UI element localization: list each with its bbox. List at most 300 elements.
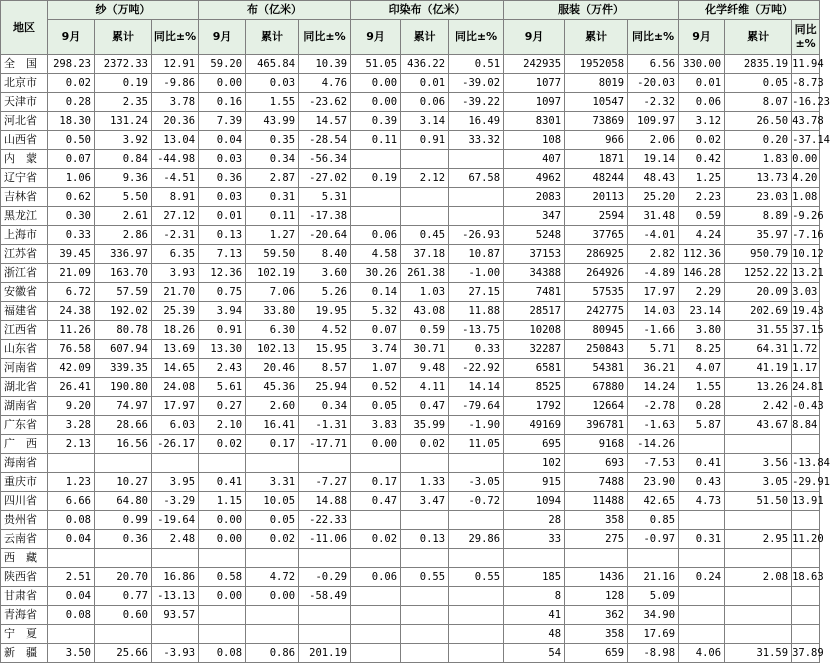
value-cell: 14.65 [152,359,199,378]
value-cell: 80.78 [95,321,152,340]
table-row [1,530,820,549]
value-cell: 0.47 [351,492,401,511]
value-cell: 2.08 [725,568,792,587]
value-cell [792,511,820,530]
value-cell: 0.00 [199,530,246,549]
value-cell: 31.59 [725,644,792,663]
table-row [1,359,820,378]
table-row [1,549,820,568]
value-cell: 19.95 [299,302,351,321]
value-cell: 0.91 [199,321,246,340]
value-cell: -4.01 [628,226,679,245]
value-cell: 10547 [565,93,628,112]
value-cell: 0.02 [246,530,299,549]
value-cell: 192.02 [95,302,152,321]
value-cell [152,454,199,473]
table-row [1,492,820,511]
value-cell: 3.12 [679,112,725,131]
value-cell: -7.27 [299,473,351,492]
value-cell: 1077 [504,74,565,93]
value-cell: 51.05 [351,55,401,74]
value-cell: 11.05 [449,435,504,454]
value-cell: 43.08 [401,302,449,321]
value-cell: 25.66 [95,644,152,663]
value-cell [725,587,792,606]
value-cell: -9.26 [792,207,820,226]
value-cell: 1.03 [401,283,449,302]
value-cell: 73869 [565,112,628,131]
value-cell: 4.07 [679,359,725,378]
value-cell: 6.30 [246,321,299,340]
region-cell: 云南省 [1,530,48,549]
value-cell: 59.20 [199,55,246,74]
value-cell: 2.10 [199,416,246,435]
table-row [1,74,820,93]
region-cell: 山西省 [1,131,48,150]
table-row [1,587,820,606]
value-cell [299,625,351,644]
value-cell: 3.05 [725,473,792,492]
value-cell: -39.22 [449,93,504,112]
value-cell [401,511,449,530]
value-cell: 8525 [504,378,565,397]
table-body [1,55,830,663]
value-cell: 261.38 [401,264,449,283]
value-cell: 11488 [565,492,628,511]
value-cell: 5.31 [299,188,351,207]
region-cell: 湖北省 [1,378,48,397]
value-cell: 15.95 [299,340,351,359]
value-cell: 7488 [565,473,628,492]
value-cell: 0.59 [401,321,449,340]
value-cell: 57535 [565,283,628,302]
value-cell: 1252.22 [725,264,792,283]
value-cell: 146.28 [679,264,725,283]
value-cell: 11.20 [792,530,820,549]
value-cell: 35.99 [401,416,449,435]
table-row [1,131,820,150]
value-cell: 0.31 [679,530,725,549]
value-cell: 6.35 [152,245,199,264]
value-cell: 242775 [565,302,628,321]
value-cell: 396781 [565,416,628,435]
value-cell [679,549,725,568]
value-cell: 1097 [504,93,565,112]
value-cell: 0.04 [48,530,95,549]
value-cell: 2594 [565,207,628,226]
value-cell: 14.57 [299,112,351,131]
value-cell: 48.43 [628,169,679,188]
value-cell: 0.36 [95,530,152,549]
value-cell: 13.91 [792,492,820,511]
value-cell: 950.79 [725,245,792,264]
value-cell: 0.01 [679,74,725,93]
value-cell: 10.87 [449,245,504,264]
value-cell: 16.86 [152,568,199,587]
value-cell: 0.00 [351,93,401,112]
value-cell: 3.95 [152,473,199,492]
value-cell: 43.78 [792,112,820,131]
value-cell: -44.98 [152,150,199,169]
value-cell: 0.08 [48,511,95,530]
table-row [1,606,820,625]
value-cell: 25.39 [152,302,199,321]
value-cell: 190.80 [95,378,152,397]
value-cell: 2.23 [679,188,725,207]
table-row [1,473,820,492]
value-cell: 2.43 [199,359,246,378]
value-cell: 3.78 [152,93,199,112]
value-cell: 0.34 [246,150,299,169]
value-cell: 37.18 [401,245,449,264]
value-cell: 49169 [504,416,565,435]
value-cell: 10.39 [299,55,351,74]
region-cell: 天津市 [1,93,48,112]
value-cell [152,625,199,644]
value-cell: 16.56 [95,435,152,454]
value-cell: 33.32 [449,131,504,150]
value-cell: 250843 [565,340,628,359]
value-cell: 6.72 [48,283,95,302]
value-cell: -22.33 [299,511,351,530]
value-cell: 25.94 [299,378,351,397]
value-cell [449,625,504,644]
value-cell: -2.31 [152,226,199,245]
value-cell: 4.06 [679,644,725,663]
value-cell: 264926 [565,264,628,283]
sub-header-month: 9月 [48,20,95,55]
value-cell [725,625,792,644]
value-cell: 8.07 [725,93,792,112]
value-cell [351,606,401,625]
value-cell: 112.36 [679,245,725,264]
value-cell: 93.57 [152,606,199,625]
value-cell: -19.64 [152,511,199,530]
value-cell: -23.62 [299,93,351,112]
value-cell: 25.20 [628,188,679,207]
sub-header-yoy: 同比±% [152,20,199,55]
group-header-cloth: 布（亿米） [199,1,351,20]
value-cell [199,454,246,473]
value-cell: 37.15 [792,321,820,340]
value-cell [351,188,401,207]
value-cell: 275 [565,530,628,549]
value-cell: 0.01 [401,74,449,93]
value-cell: 30.26 [351,264,401,283]
sub-header-cumulative: 累计 [246,20,299,55]
value-cell [725,435,792,454]
value-cell: 20.36 [152,112,199,131]
value-cell: 14.88 [299,492,351,511]
value-cell: 4.73 [679,492,725,511]
value-cell: 0.27 [199,397,246,416]
sub-header-month: 9月 [504,20,565,55]
value-cell: -26.93 [449,226,504,245]
region-cell: 内 蒙 [1,150,48,169]
value-cell: 607.94 [95,340,152,359]
value-cell: -7.53 [628,454,679,473]
value-cell: 0.99 [95,511,152,530]
value-cell: 3.47 [401,492,449,511]
value-cell: 28.66 [95,416,152,435]
value-cell: 8.84 [792,416,820,435]
region-cell: 海南省 [1,454,48,473]
value-cell: -3.93 [152,644,199,663]
sub-header-cumulative: 累计 [565,20,628,55]
value-cell: 362 [565,606,628,625]
value-cell [449,150,504,169]
value-cell [199,606,246,625]
value-cell: 9.48 [401,359,449,378]
region-cell: 全 国 [1,55,48,74]
value-cell: 915 [504,473,565,492]
value-cell: -2.78 [628,397,679,416]
value-cell: 67880 [565,378,628,397]
value-cell: 0.28 [48,93,95,112]
value-cell: 202.69 [725,302,792,321]
value-cell: 0.06 [351,568,401,587]
value-cell: 0.58 [199,568,246,587]
value-cell: 347 [504,207,565,226]
value-cell: 18.30 [48,112,95,131]
value-cell: 12664 [565,397,628,416]
value-cell: 2.95 [725,530,792,549]
value-cell: 6.03 [152,416,199,435]
value-cell: 64.80 [95,492,152,511]
table-row [1,454,820,473]
value-cell: 14.14 [449,378,504,397]
value-cell: 20.46 [246,359,299,378]
table-row [1,150,820,169]
value-cell: 108 [504,131,565,150]
value-cell [449,511,504,530]
value-cell: 0.91 [401,131,449,150]
value-cell [679,587,725,606]
value-cell [299,606,351,625]
value-cell: 17.97 [628,283,679,302]
region-cell: 江苏省 [1,245,48,264]
value-cell: 1.55 [679,378,725,397]
value-cell: 3.93 [152,264,199,283]
table-row [1,169,820,188]
value-cell: 3.28 [48,416,95,435]
value-cell: 0.14 [351,283,401,302]
value-cell: -1.00 [449,264,504,283]
value-cell: -9.86 [152,74,199,93]
value-cell [449,549,504,568]
value-cell: 102 [504,454,565,473]
value-cell: -0.43 [792,397,820,416]
value-cell: 27.15 [449,283,504,302]
table-row [1,302,820,321]
value-cell: -29.91 [792,473,820,492]
value-cell: 3.74 [351,340,401,359]
value-cell [401,188,449,207]
value-cell: 2.42 [725,397,792,416]
value-cell [351,625,401,644]
region-cell: 广 西 [1,435,48,454]
value-cell: 0.19 [95,74,152,93]
region-cell: 福建省 [1,302,48,321]
value-cell: -17.71 [299,435,351,454]
value-cell: -7.16 [792,226,820,245]
value-cell: 31.48 [628,207,679,226]
value-cell: 1.15 [199,492,246,511]
sub-header-month: 9月 [199,20,246,55]
value-cell: 1094 [504,492,565,511]
value-cell: 3.56 [725,454,792,473]
region-cell: 青海省 [1,606,48,625]
value-cell: 2.29 [679,283,725,302]
value-cell: 11.94 [792,55,820,74]
region-cell: 吉林省 [1,188,48,207]
table-row [1,625,820,644]
value-cell: 0.62 [48,188,95,207]
value-cell: -16.23 [792,93,820,112]
value-cell: -3.05 [449,473,504,492]
value-cell: 0.60 [95,606,152,625]
value-cell: 298.23 [48,55,95,74]
value-cell: -20.03 [628,74,679,93]
table-row [1,93,820,112]
value-cell: 42.09 [48,359,95,378]
value-cell: 693 [565,454,628,473]
value-cell: 8.89 [725,207,792,226]
value-cell: 5.50 [95,188,152,207]
value-cell: 20.09 [725,283,792,302]
value-cell: -26.17 [152,435,199,454]
value-cell [679,625,725,644]
value-cell: 0.85 [628,511,679,530]
region-cell: 上海市 [1,226,48,245]
value-cell: 966 [565,131,628,150]
value-cell: 5.09 [628,587,679,606]
value-cell: 19.14 [628,150,679,169]
value-cell: 33 [504,530,565,549]
value-cell: 436.22 [401,55,449,74]
value-cell: 51.50 [725,492,792,511]
value-cell: 102.19 [246,264,299,283]
value-cell: 0.03 [199,150,246,169]
value-cell: 48 [504,625,565,644]
value-cell: 24.38 [48,302,95,321]
value-cell: 16.49 [449,112,504,131]
table-row [1,207,820,226]
value-cell: 4.20 [792,169,820,188]
value-cell: 0.02 [48,74,95,93]
value-cell [401,454,449,473]
value-cell: 13.26 [725,378,792,397]
value-cell: 242935 [504,55,565,74]
value-cell: -8.98 [628,644,679,663]
value-cell: 20113 [565,188,628,207]
value-cell: 0.77 [95,587,152,606]
value-cell: 2.48 [152,530,199,549]
value-cell: 1792 [504,397,565,416]
value-cell: 128 [565,587,628,606]
value-cell [792,587,820,606]
sub-header-month: 9月 [679,20,725,55]
sub-header-cumulative: 累计 [401,20,449,55]
value-cell: 23.03 [725,188,792,207]
value-cell: 2.12 [401,169,449,188]
value-cell: 3.92 [95,131,152,150]
table-row [1,321,820,340]
value-cell: 76.58 [48,340,95,359]
value-cell: -58.49 [299,587,351,606]
value-cell: 10.27 [95,473,152,492]
value-cell: 1436 [565,568,628,587]
value-cell: 0.03 [246,74,299,93]
value-cell: -1.90 [449,416,504,435]
value-cell: 358 [565,625,628,644]
region-cell: 重庆市 [1,473,48,492]
value-cell: -4.89 [628,264,679,283]
value-cell: 339.35 [95,359,152,378]
value-cell [401,549,449,568]
value-cell [199,625,246,644]
value-cell: 54 [504,644,565,663]
value-cell: 23.90 [628,473,679,492]
table-row [1,644,820,663]
value-cell: 48244 [565,169,628,188]
value-cell: 1.17 [792,359,820,378]
value-cell [679,606,725,625]
value-cell: 4.58 [351,245,401,264]
table-row [1,340,820,359]
value-cell: 3.03 [792,283,820,302]
value-cell: 2083 [504,188,565,207]
value-cell: 26.50 [725,112,792,131]
value-cell: 286925 [565,245,628,264]
value-cell: 0.20 [725,131,792,150]
value-cell: 34.90 [628,606,679,625]
header-row-sub [1,20,820,55]
value-cell [351,587,401,606]
value-cell: -20.64 [299,226,351,245]
value-cell: 2.87 [246,169,299,188]
sub-header-yoy: 同比±% [628,20,679,55]
value-cell: 33.80 [246,302,299,321]
value-cell: -1.31 [299,416,351,435]
table-row [1,397,820,416]
region-cell: 新 疆 [1,644,48,663]
value-cell: 6.56 [628,55,679,74]
value-cell [401,207,449,226]
value-cell: 7481 [504,283,565,302]
value-cell: 4.11 [401,378,449,397]
value-cell: 34388 [504,264,565,283]
region-cell: 四川省 [1,492,48,511]
value-cell: 1952058 [565,55,628,74]
value-cell: 3.94 [199,302,246,321]
value-cell [792,606,820,625]
value-cell: 54381 [565,359,628,378]
value-cell: -14.26 [628,435,679,454]
value-cell: 3.31 [246,473,299,492]
value-cell: 27.12 [152,207,199,226]
value-cell: 12.91 [152,55,199,74]
value-cell: -1.63 [628,416,679,435]
value-cell: 13.73 [725,169,792,188]
value-cell: 21.09 [48,264,95,283]
table-row [1,188,820,207]
value-cell: 0.52 [351,378,401,397]
value-cell: 0.00 [792,150,820,169]
value-cell: 59.50 [246,245,299,264]
value-cell: -17.38 [299,207,351,226]
value-cell [48,454,95,473]
